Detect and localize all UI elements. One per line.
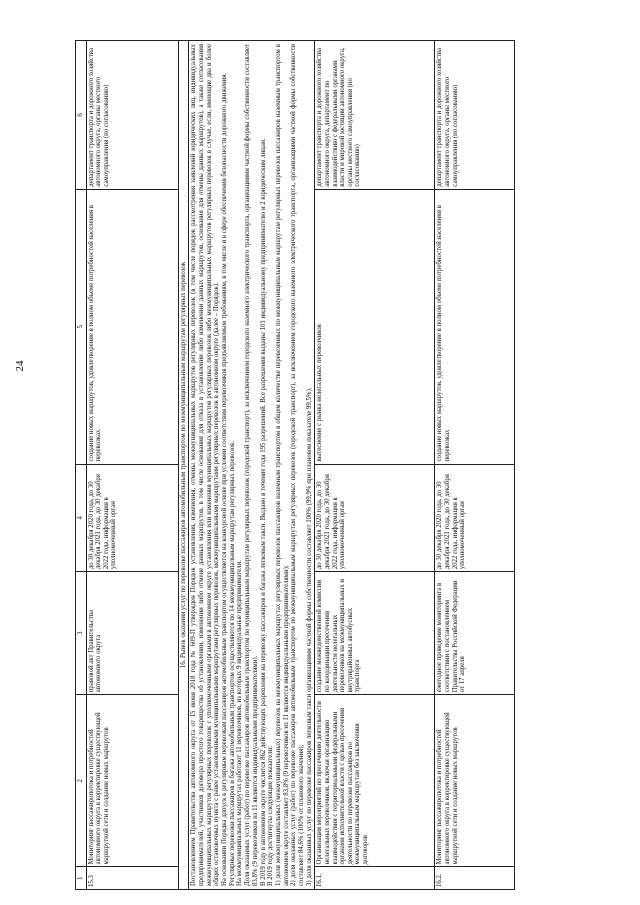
section-title-row (178, 41, 189, 890)
row-result: создание новых маршрутов, удовлетворение в полном объеме потребностей населения в перевозках (86, 189, 178, 464)
page-number: 24 (14, 360, 26, 372)
table-row (315, 41, 435, 890)
rotated-table-page (75, 40, 615, 890)
col-header-2: 2 (76, 695, 87, 867)
header-row (76, 41, 87, 890)
section-text (189, 41, 315, 890)
section-text-row (189, 41, 315, 890)
section-paragraph: Регулярные перевозки пассажиров и багажа автомобильным транспортом осуществляются по 14 межмуниципальным маршрутам регулярных перевозок. (228, 440, 236, 886)
row-name: Мониторинг пассажиропотока и потребностей автономного округа в корректировке существующей маршрутной сети и создание новых маршрутов (435, 695, 515, 867)
section-title: 16. Рынок оказания услуг по перевозке пассажиров автомобильным транспортом по межмуниципальным маршрутам регулярных перевозок (178, 41, 189, 890)
section-paragraph: Доля оказанных услуг (работ) по перевозке пассажиров автомобильным транспортом по муниципальным маршрутам регулярных перевозок (городской транспорт), за исключением городского наземного электрического транспорта, организациями частной формы собственности составляет 83,8% (9 перевозчиков из 11 являются индивидуальными предпринимателями). (244, 44, 259, 886)
row-deadline: до 30 декабря 2020 года, до 30 декабря 2021 года, до 30 декабря 2022 года, информация в уполномоченный орган (86, 464, 178, 572)
section-paragraph: 2) доля оказанных услуг (работ) по перевозке пассажиров автомобильным транспортом по межмуниципальным маршрутам регулярных перевозок (городской транспорт), за исключением городского наземного электрического транспорта, организациями частной формы собственности составляет 84,6% (100% от планового значения); (290, 44, 306, 886)
row-executor: департамент транспорта и дорожного хозяйства автономного округа, органы местного самоуправления (по согласованию) (86, 41, 178, 190)
row-number: 15.3 (86, 867, 178, 890)
row-deadline: до 30 декабря 2020 года, до 30 декабря 2021 года, до 30 декабря 2022 года, информация в уполномоченный орган (435, 464, 515, 572)
row-act: ежегодное проведение мониторинга в соответствии с постановлением Правительства Российской Федерации от 17 апреля (435, 572, 515, 695)
section-paragraph: На основании Порядка допуск к регулярным перевозкам пассажиров автомобильным транспортом осуществляется на конкурсной основе при условии соответствия перевозчиков предъявляемым требованиям, в том числе и в сфере обеспечения безопасности дорожного движения. (221, 72, 228, 886)
row-result: вытеснение с рынка нелегальных перевозчиков (315, 189, 435, 464)
col-header-5: 5 (76, 189, 87, 464)
row-number: 16.1. (315, 867, 435, 890)
section-paragraph: Постановлением Правительства автономного округа от 15 июня 2018 года № 609-П утвержден Порядок установления, изменения, отмены межмуниципальных маршрутов регулярных перевозок (в том числе порядок рассмотрения заявлений юридических лиц, индивидуальных предпринимателей, участников договора простого товарищества об установлении, изменении либо отмене данных маршрутов, в том числе основания для отказа в установлении либо изменении данных маршрутов, основания для отмены данных маршрутов), а также согласования межмуниципальных маршрутов регулярных перевозок с уполномоченными органами в автономном округе установления или изменения муниципальных маршрутов регулярных перевозок либо межмуниципальных маршрутов регулярных перевозок в случае, если, имеющие два и более общих остановочных пункта с ранее установленными муниципальными маршрутами регулярных перевозок, межмуниципальными маршрутами регулярных перевозок в автономном округе (далее – Порядок). (190, 44, 221, 886)
col-header-3: 3 (76, 572, 87, 695)
col-header-4: 4 (76, 464, 87, 572)
row-number: 16.2. (435, 867, 515, 890)
row-result: создание новых маршрутов, удовлетворение в полном объеме потребностей населения в перевозках (435, 189, 515, 464)
section-paragraph: В 2019 году в автономном округе числится 862 действующих разрешения на перевозку пассажиров и багажа легковым такси. Выдано в течение года 195 разрешений. Все разрешения выданы 101 индивидуальному предпринимателю и 2 юридическим лицам. (259, 138, 267, 886)
table-row (435, 41, 515, 890)
section-paragraph: 1) доля межмуниципальных (межмуниципальных) перевозок на межмуниципальных маршрутах регулярных перевозок пассажиров наземным транспортом в общем количестве перевезенных по межмуниципальным маршрутам регулярных перевозок пассажиров наземным транспортом в автономном округе составляет 83,8% (9 перевозчиков из 11 являются индивидуальными предпринимателями); (274, 44, 290, 886)
row-executor: департамент транспорта и дорожного хозяйства автономного округа, органы местного самоуправления (по согласованию) (435, 41, 515, 190)
section-paragraph: На межмуниципальных маршрутах работают 11 перевозчиков, из которых 9 индивидуальные предприниматели. (236, 560, 244, 886)
row-act: создание межведомственной комиссии по координации пресечения деятельности нелегальных перевозчиков на межмуниципальных и внутрирайонных автобусных транспорта (315, 572, 435, 695)
row-executor: департамент транспорта и дорожного хозяйства автономного округа, департамент по взаимодействию с федеральными органами власти и мировой юстиции автономного округа, органы местного самоуправления (по согласованию) (315, 41, 435, 190)
row-deadline: до 30 декабря 2020 года, до 30 декабря 2021 года, до 30 декабря 2022 года, информация в уполномоченный орган (315, 464, 435, 572)
table-row (86, 41, 178, 890)
section-paragraph: В 2019 году достигнуты следующие показатели: (267, 745, 275, 886)
col-header-6: 6 (76, 41, 87, 190)
measures-table (75, 40, 515, 890)
row-name: Организация мероприятий по пресечению деятельности нелегальных перевозчиков, включая организацию взаимодействия с территориальными федеральными органами исполнительной власти с целью пресечения деятельности по перевозке пассажиров по межмуниципальным маршрутам без заключения договоров (315, 695, 435, 867)
section-paragraph: 3) доля оказанных услуг по перевозке пассажиров легковым такси организациями частной формы собственности составляет 100% (99,9% при плановом показателе 99,5%). (305, 387, 313, 886)
row-name: Мониторинг пассажиропотока и потребностей автономного округа в корректировке существующей маршрутной сети и создание новых маршрутов (86, 695, 178, 867)
row-act: правовой акт Правительства автономного округа (86, 572, 178, 695)
col-header-1: 1 (76, 867, 87, 890)
